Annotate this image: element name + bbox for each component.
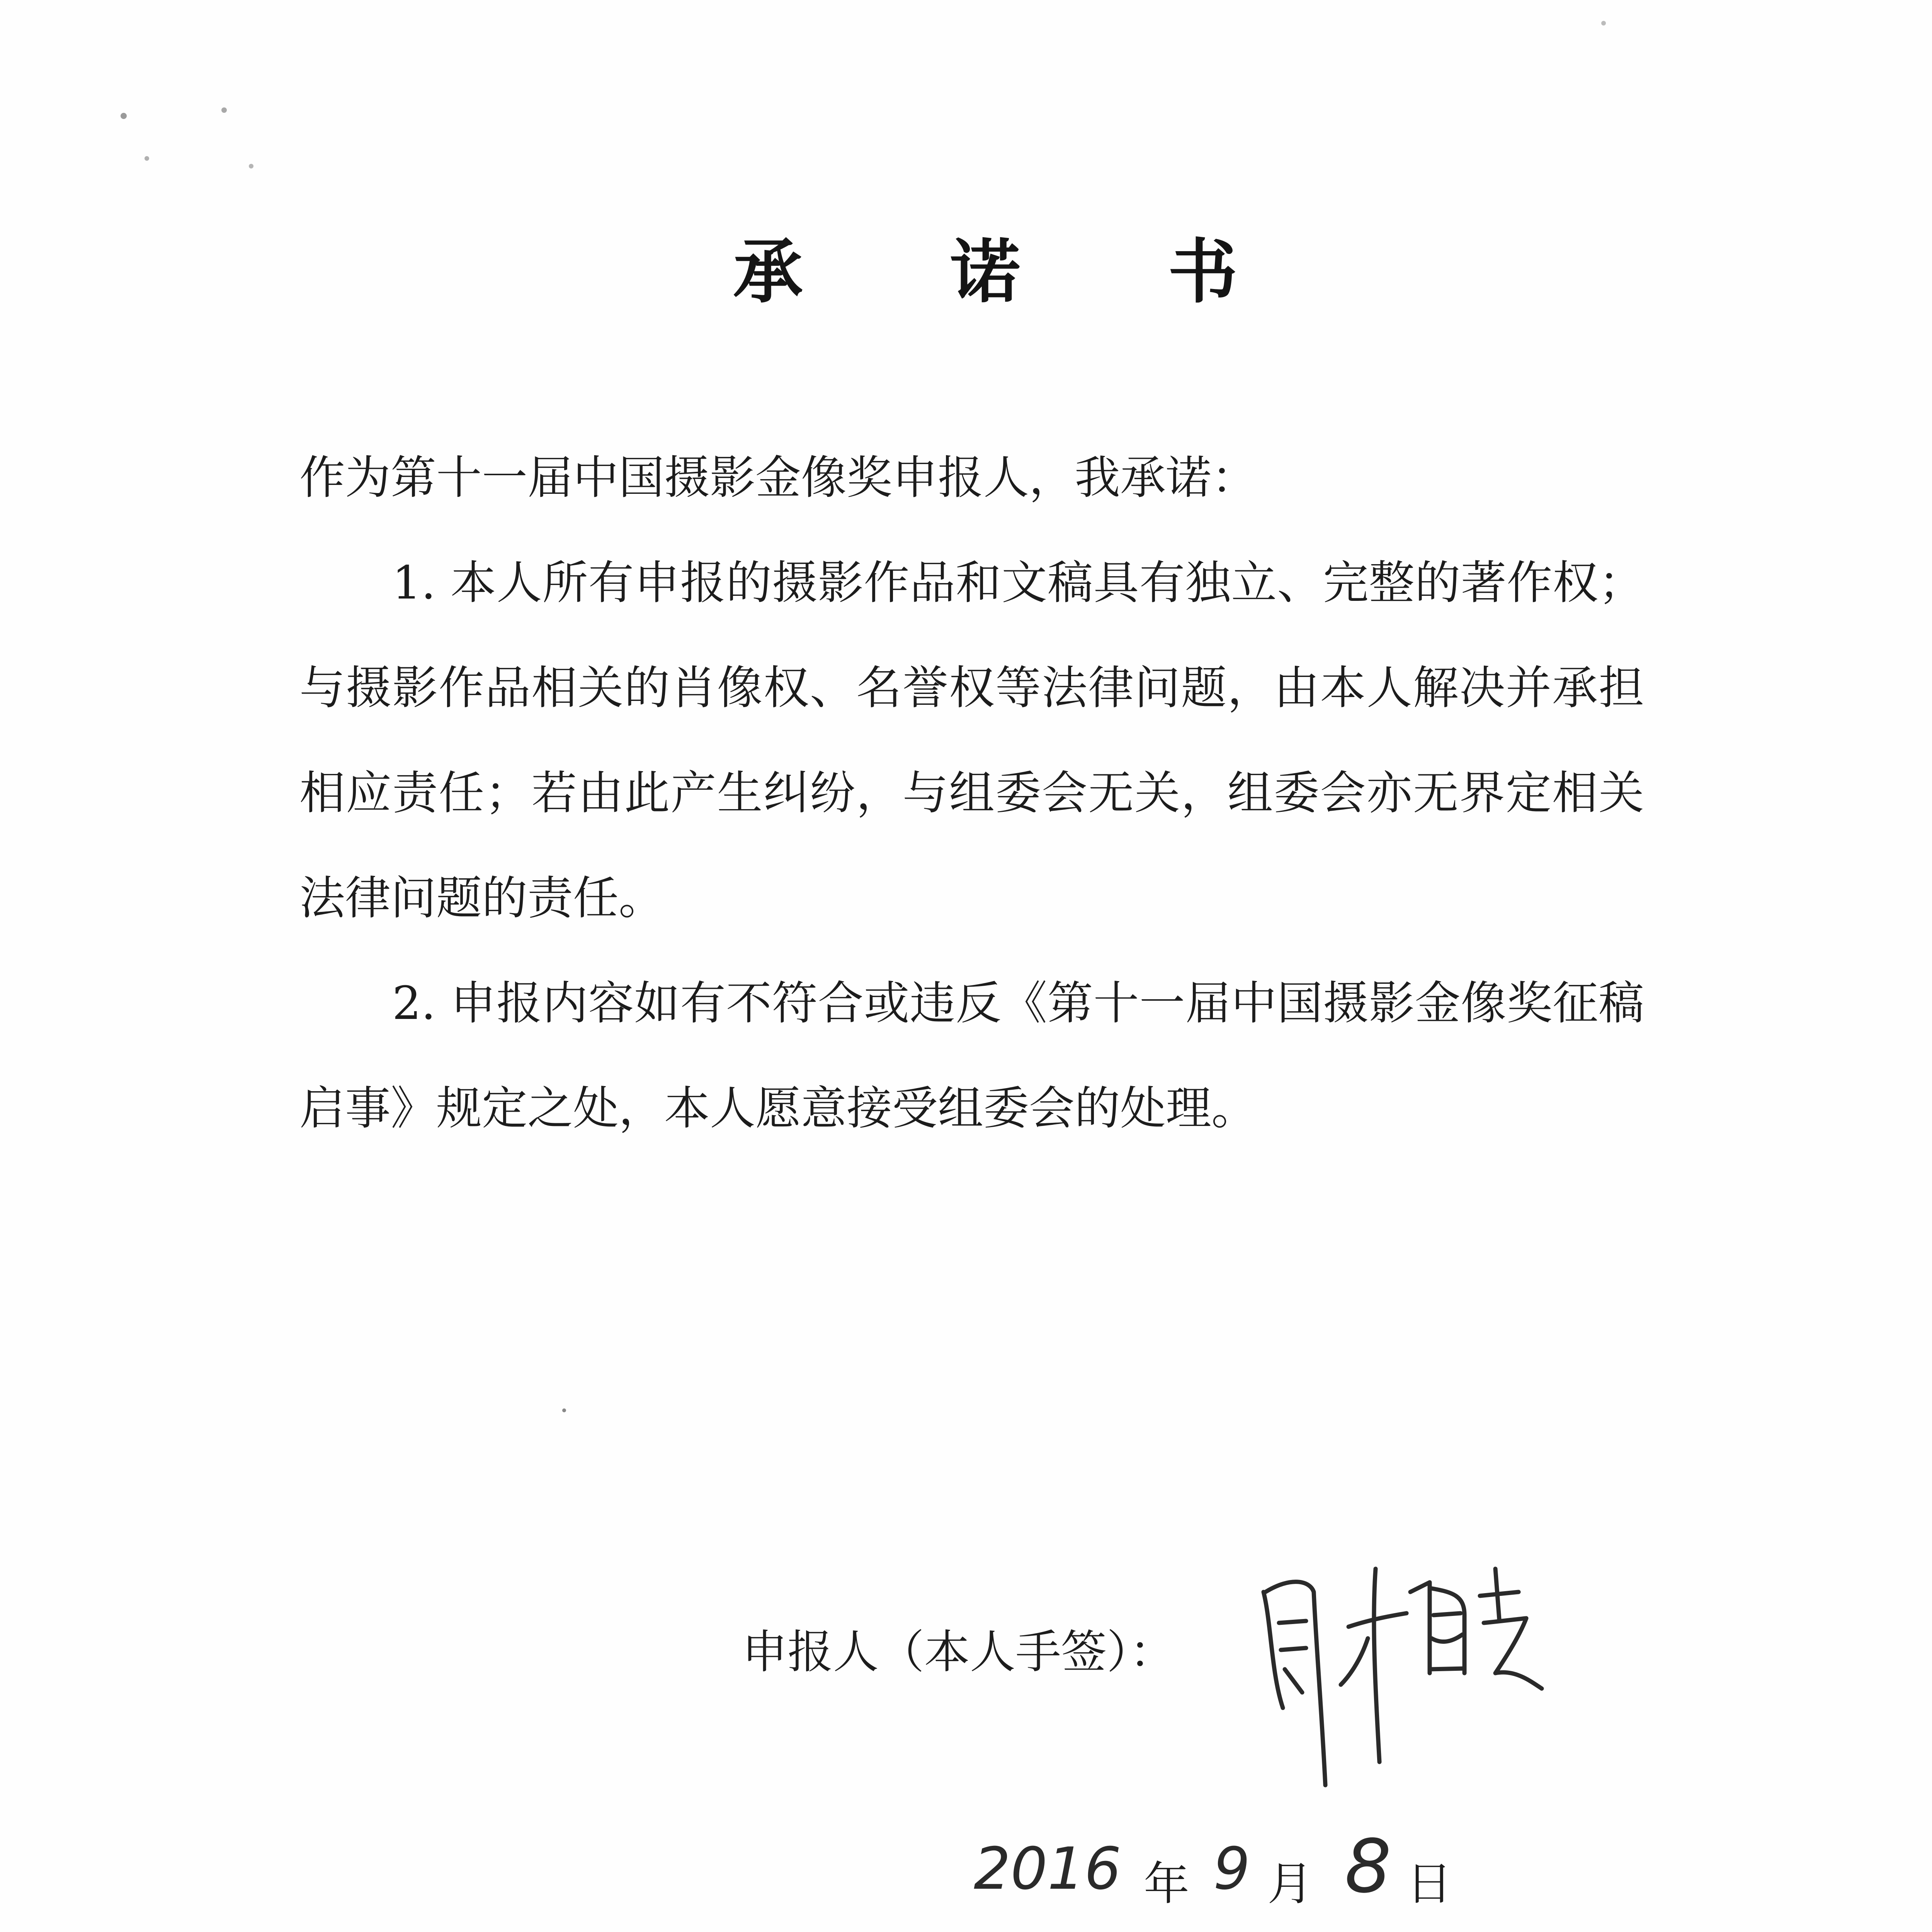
document-title: 承 诺 书 [733,232,1299,313]
date-year-unit: 年 [1144,1857,1190,1910]
commitment-item-1: 1. 本人所有申报的摄影作品和文稿具有独立、完整的著作权；与摄影作品相关的肖像权、名誉权等法律问题，由本人解决并承担相应责任；若由此产生纠纷，与组委会无关，组委会亦无界定相关法律问题的责任。 [299,556,1644,925]
intro-paragraph: 作为第十一届中国摄影金像奖申报人，我承诺： [299,451,1257,504]
date-month-unit: 月 [1267,1857,1313,1910]
document-body [299,425,1644,1161]
date-day-unit: 日 [1406,1857,1452,1910]
date-year: 2016 [974,1835,1121,1903]
handwritten-signature [1248,1546,1549,1824]
date-month: 9 [1213,1835,1250,1903]
commitment-item-2: 2. 申报内容如有不符合或违反《第十一届中国摄影金像奖征稿启事》规定之处，本人愿意接受组委会的处理。 [299,976,1644,1135]
date-day: 8 [1345,1824,1391,1909]
signature-label: 申报人（本人手签）： [742,1625,1175,1679]
signature-date [974,1824,1515,1924]
